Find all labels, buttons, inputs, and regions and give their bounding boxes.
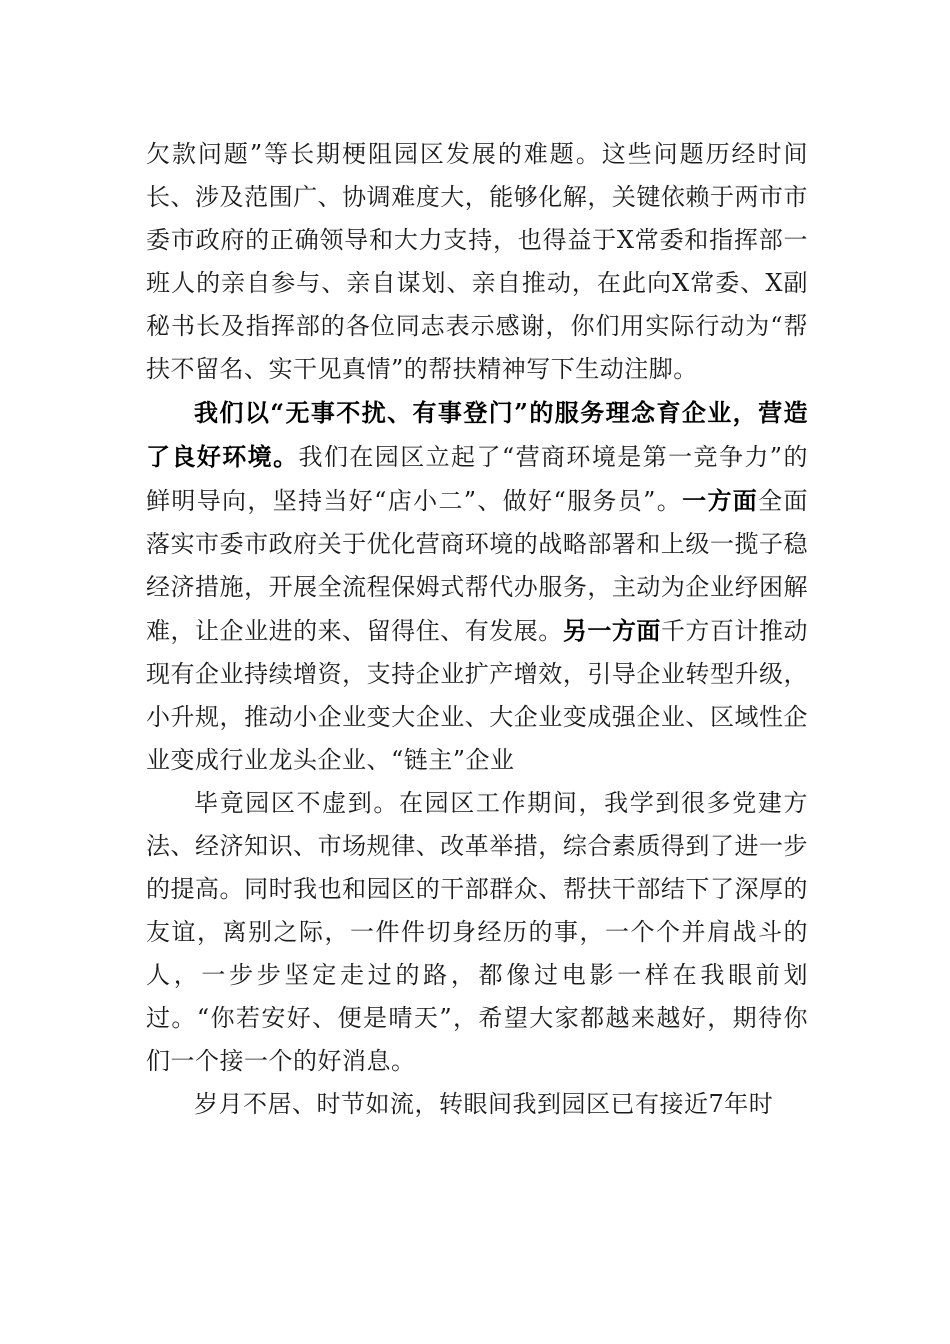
paragraph-heading: 我们以“无事不扰、有事登门”的服务理念育企业，营造了良好环境。 — [146, 398, 808, 471]
emphasis-label: 另一方面 — [562, 616, 661, 645]
paragraph-text: 全面落实市委市政府关于优化营商环境的战略部署和上级一揽子稳经济措施，开展全流程保姆式帮代办服务，主动为企业纾困解难，让企业进的来、留得住、有发展。 — [146, 487, 809, 645]
paragraph-1 — [146, 133, 808, 391]
paragraph-text: 毕竟园区不虚到。在园区工作期间，我学到很多党建方法、经济知识、市场规律、改革举措，综合素质得到了进一步的提高。同时我也和园区的干部群众、帮扶干部结下了深厚的友谊，离别之际，一件件切身经历的事，一个个并肩战斗的人，一步步坚定走过的路，都像过电影一样在我眼前划过。“你若安好、便是晴天”，希望大家都越来越好，期待你们一个接一个的好消息。 — [146, 789, 808, 1075]
emphasis-label: 一方面 — [682, 486, 759, 515]
paragraph-text: 我们在园区立起了“营商环境是第一竞争力”的鲜明导向，坚持当好“店小二”、做好“服务员”。 — [146, 443, 808, 515]
paragraph-text: 千方百计推动现有企业持续增资，支持企业扩产增效，引导企业转型升级，小升规，推动小企业变大企业、大企业变成强企业、区域性企业变成行业龙头企业、“链主”企业 — [146, 617, 809, 774]
paragraph-text: 欠款问题”等长期梗阻园区发展的难题。这些问题历经时间长、涉及范围广、协调难度大，能够化解，关键依赖于两市市委市政府的正确领导和大力支持，也得益于X常委和指挥部一班人的亲自参与、亲自谋划、亲自推动，在此向X常委、X副秘书长及指挥部的各位同志表示感谢，你们用实际行动为“帮扶不留名、实干见真情”的帮扶精神写下生动注脚。 — [146, 140, 808, 383]
paragraph-text: 岁月不居、时节如流，转眼间我到园区已有接近7年时 — [194, 1090, 774, 1118]
paragraph-2 — [146, 391, 808, 782]
paragraph-4 — [146, 1083, 808, 1126]
paragraph-3 — [146, 782, 808, 1083]
document-body — [146, 133, 808, 1126]
